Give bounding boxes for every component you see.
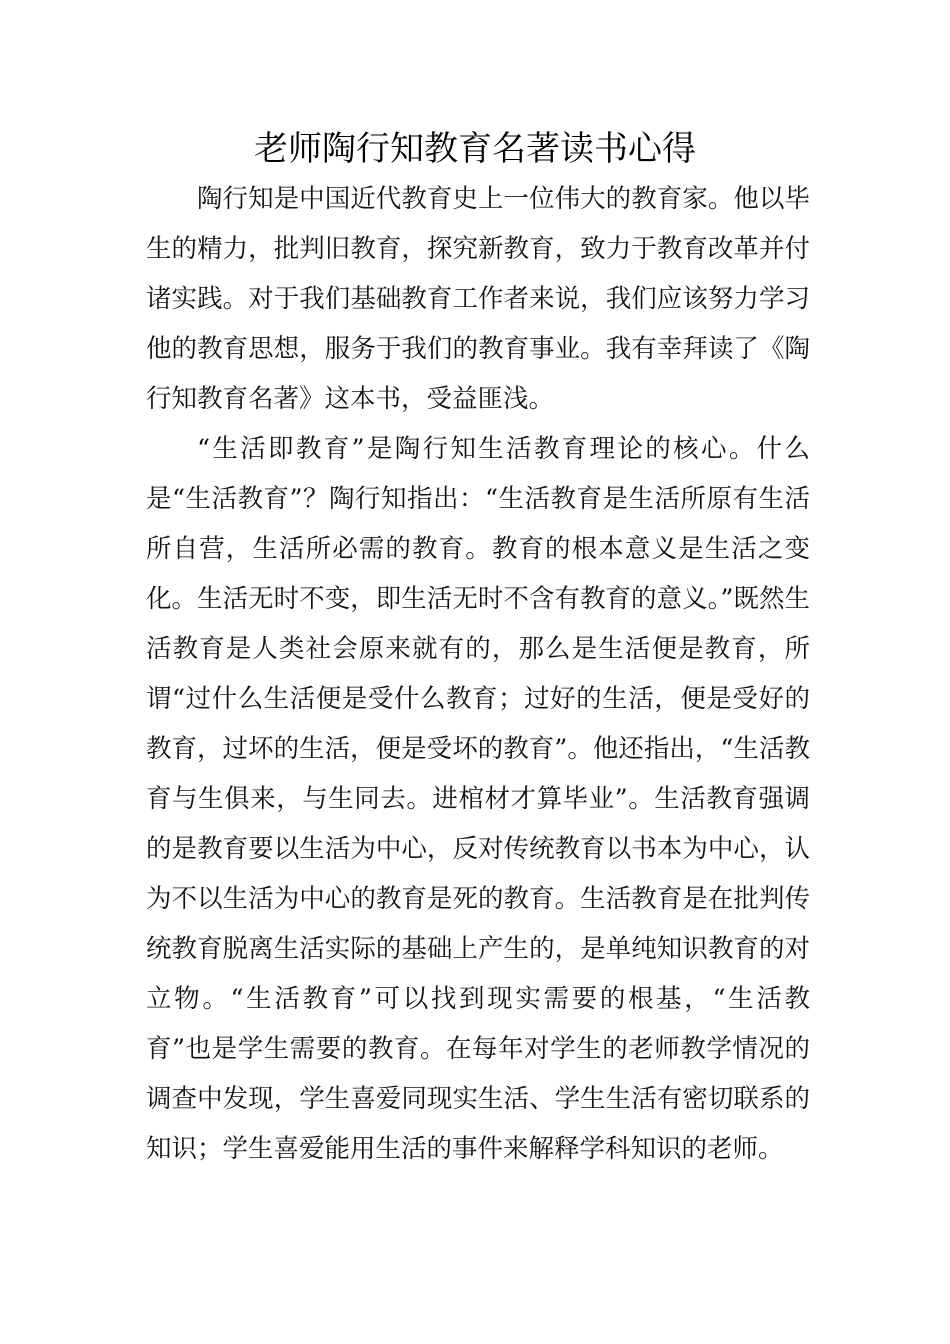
document-title: 老师陶行知教育名著读书心得 <box>254 129 696 169</box>
paragraph-2: “生活即教育”是陶行知生活教育理论的核心。什么是“生活教育”？陶行知指出：“生活教育是生活所原有生活所自营，生活所必需的教育。教育的根本意义是生活之变化。生活无时不变，即生活无时不含有教育的意义。”既然生活教育是人类社会原来就有的，那么是生活便是教育，所谓“过什么生活便是受什么教育；过好的生活，便是受好的教育，过坏的生活，便是受坏的教育”。他还指出，“生活教育与生俱来，与生同去。进棺材才算毕业”。生活教育强调的是教育要以生活为中心，反对传统教育以书本为中心，认为不以生活为中心的教育是死的教育。生活教育是在批判传统教育脱离生活实际的基础上产生的，是单纯知识教育的对立物。“生活教育”可以找到现实需要的根基，“生活教育”也是学生需要的教育。在每年对学生的老师教学情况的调查中发现，学生喜爱同现实生活、学生生活有密切联系的知识；学生喜爱能用生活的事件来解释学科知识的老师。 <box>146 434 810 1164</box>
paragraph-1: 陶行知是中国近代教育史上一位伟大的教育家。他以毕生的精力，批判旧教育，探究新教育，致力于教育改革并付诸实践。对于我们基础教育工作者来说，我们应该努力学习他的教育思想，服务于我们的教育事业。我有幸拜读了《陶行知教育名著》这本书，受益匪浅。 <box>146 184 810 414</box>
document-body <box>146 174 810 1174</box>
